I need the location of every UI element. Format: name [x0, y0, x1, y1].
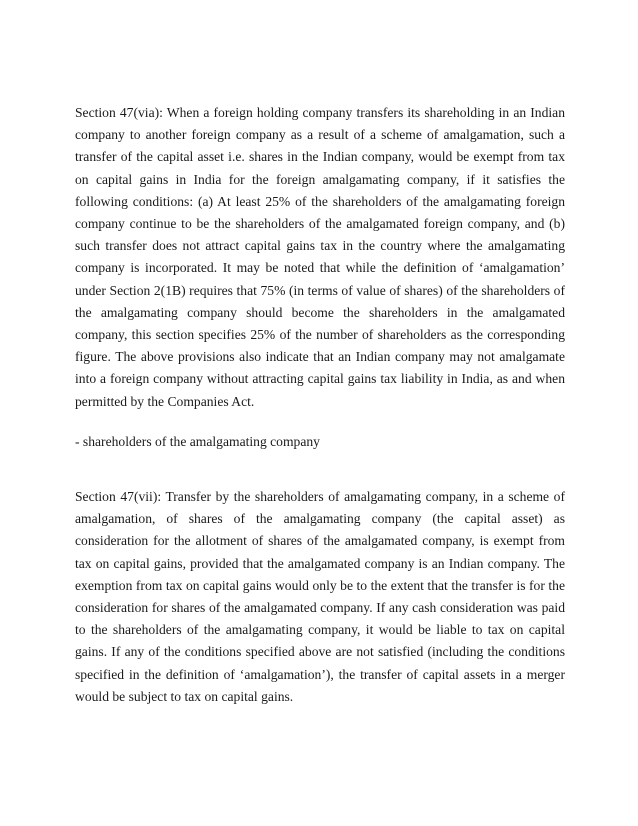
paragraph-section-47-via: Section 47(via): When a foreign holding company transfers its shareholding in an Indian company to another foreign company as a result of a scheme of amalgamation, such a transfer of the capital asset i.e. shares in the Indian company, would be exempt from tax on capital gains in India for the foreign amalgamating company, if it satisfies the following conditions: (a) At least 25% of the shareholders of the amalgamating foreign company continue to be the shareholders of the amalgamated foreign company, and (b) such transfer does not attract capital gains tax in the country where the amalgamating company is incorporated. It may be noted that while the definition of ‘amalgamation’ under Section 2(1B) requires that 75% (in terms of value of shares) of the shareholders of the amalgamating company should become the shareholders in the amalgamated company, this section specifies 25% of the number of shareholders as the corresponding figure. The above provisions also indicate that an Indian company may not amalgamate into a foreign company without attracting capital gains tax liability in India, as and when permitted by the Companies Act. — [75, 105, 565, 409]
paragraph-section-47-vii: Section 47(vii): Transfer by the shareholders of amalgamating company, in a scheme of amalgamation, of shares of the amalgamating company (the capital asset) as consideration for the allotment of shares of the amalgamated company, is exempt from tax on capital gains, provided that the amalgamated company is an Indian company. The exemption from tax on capital gains would only be to the extent that the transfer is for the consideration for shares of the amalgamated company. If any cash consideration was paid to the shareholders of the amalgamating company, it would be liable to tax on capital gains. If any of the conditions specified above are not satisfied (including the conditions specified in the definition of ‘amalgamation’), the transfer of capital assets in a merger would be subject to tax on capital gains. — [75, 489, 565, 704]
bullet-shareholders-of-amalgamating-company: - shareholders of the amalgamating company — [75, 434, 320, 449]
